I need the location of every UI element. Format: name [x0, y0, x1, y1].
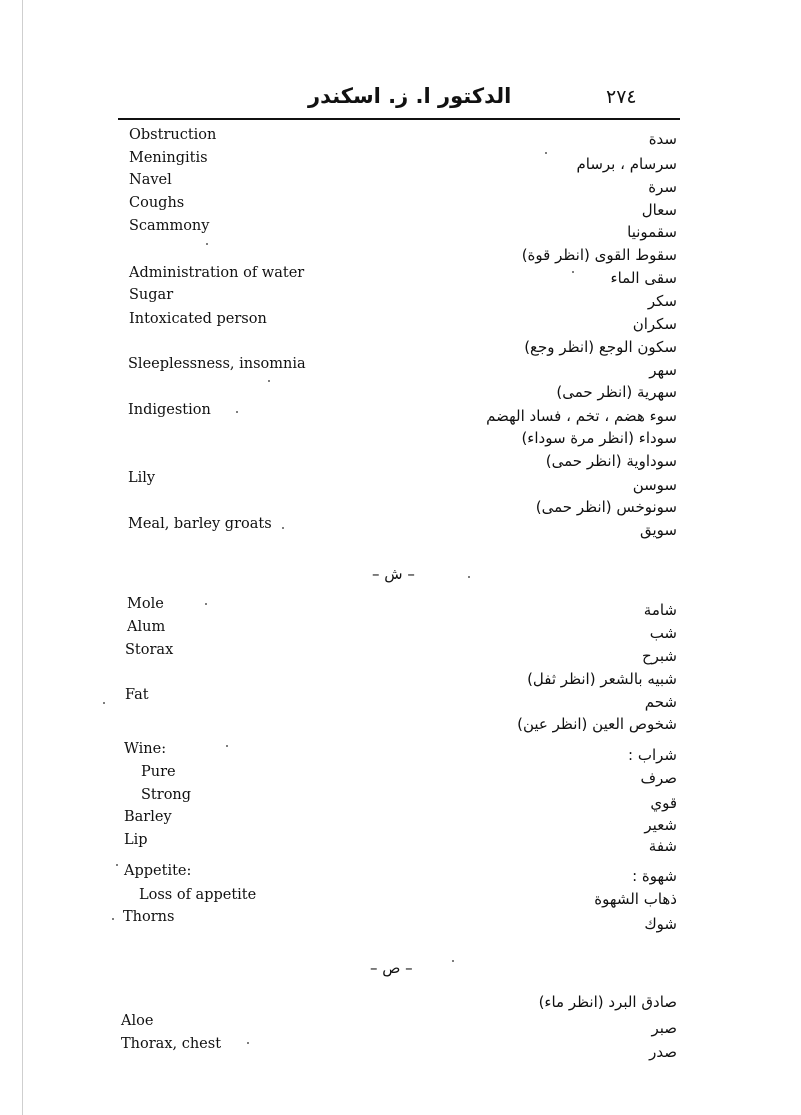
- entry-english: Indigestion: [128, 402, 211, 418]
- scan-speck: [268, 380, 270, 382]
- entry-arabic: صدر: [649, 1043, 677, 1061]
- entry-arabic: سوداء (انظر مرة سوداء): [521, 429, 677, 447]
- scan-speck: [226, 745, 228, 747]
- scan-speck: [572, 271, 574, 273]
- entry-arabic: قوي: [650, 794, 677, 812]
- entry-english: Intoxicated person: [129, 311, 267, 327]
- entry-arabic: سويق: [639, 521, 677, 539]
- entry-english: Barley: [124, 809, 172, 825]
- entry-arabic: سونوخس (انظر حمى): [535, 498, 677, 516]
- entry-arabic: سرسام ، برسام: [576, 155, 677, 173]
- entry-arabic: شوك: [644, 915, 677, 933]
- entry-arabic: شبيه بالشعر (انظر ثفل): [527, 670, 677, 688]
- scan-speck: [452, 960, 454, 962]
- entry-arabic: صبر: [651, 1019, 677, 1037]
- entry-arabic: شخوص العين (انظر عين): [517, 715, 677, 733]
- entry-arabic: شب: [649, 624, 677, 642]
- scan-speck: [545, 152, 547, 154]
- entry-english: Loss of appetite: [139, 887, 257, 903]
- scan-speck: [116, 864, 118, 866]
- entry-arabic: سوداوية (انظر حمى): [545, 452, 677, 470]
- entry-english: Appetite:: [124, 863, 192, 879]
- entry-english: Scammony: [129, 218, 210, 234]
- scan-speck: [247, 1042, 249, 1044]
- entry-english: Administration of water: [129, 265, 305, 281]
- entry-english: Sugar: [129, 287, 174, 303]
- entry-arabic: شحم: [644, 693, 677, 711]
- page-edge-line: [22, 0, 23, 1115]
- entry-arabic: سقمونيا: [627, 223, 677, 241]
- scan-speck: [205, 603, 207, 605]
- entry-english: Obstruction: [129, 127, 217, 143]
- section-letter-sad: – ص –: [370, 959, 413, 977]
- entry-arabic: سوسن: [632, 476, 677, 494]
- entry-arabic: سرة: [648, 178, 677, 196]
- entry-arabic: سكون الوجع (انظر وجع): [524, 338, 677, 356]
- entry-english: Pure: [141, 764, 176, 780]
- scan-speck: [282, 527, 284, 529]
- scan-speck: [206, 243, 208, 245]
- entry-english: Thorax, chest: [121, 1036, 222, 1052]
- entry-arabic: شبرح: [641, 647, 677, 665]
- entry-arabic: سعال: [641, 201, 677, 219]
- entry-arabic: ذهاب الشهوة: [594, 890, 677, 908]
- entry-english: Sleeplessness, insomnia: [128, 356, 306, 372]
- entry-arabic: سهرية (انظر حمى): [556, 383, 677, 401]
- scan-speck: [468, 576, 470, 578]
- running-title: الدكتور ا. ز. اسكندر: [308, 84, 512, 108]
- entry-english: Fat: [125, 687, 149, 703]
- header-rule: [118, 118, 680, 120]
- entry-arabic: سقى الماء: [610, 269, 677, 287]
- entry-english: Meal, barley groats: [128, 516, 272, 532]
- entry-arabic: سكر: [647, 292, 677, 310]
- page-number: ٢٧٤: [606, 86, 637, 108]
- page-header: [120, 84, 680, 120]
- entry-arabic: سدة: [648, 130, 677, 148]
- entry-english: Lily: [128, 470, 156, 486]
- entry-english: Meningitis: [129, 150, 208, 166]
- entry-arabic: صرف: [640, 769, 677, 787]
- entry-english: Strong: [141, 787, 192, 803]
- scan-speck: [112, 918, 114, 920]
- entry-arabic: سهر: [649, 361, 677, 379]
- entry-english: Alum: [127, 619, 166, 635]
- entry-arabic: شعير: [644, 816, 677, 834]
- entry-english: Navel: [129, 172, 172, 188]
- section-letter-shin: – ش –: [372, 565, 415, 583]
- entry-arabic: سكران: [632, 315, 677, 333]
- entry-english: Storax: [125, 642, 174, 658]
- entry-arabic: سوء هضم ، تخم ، فساد الهضم: [486, 407, 677, 425]
- entry-english: Wine:: [124, 741, 167, 757]
- entry-arabic: سقوط القوى (انظر قوة): [521, 246, 677, 264]
- scan-speck: [103, 702, 105, 704]
- entry-arabic: شامة: [643, 601, 677, 619]
- entry-english: Coughs: [129, 195, 185, 211]
- entry-english: Lip: [124, 832, 148, 848]
- entry-arabic: صادق البرد (انظر ماء): [538, 993, 677, 1011]
- entry-english: Mole: [127, 596, 164, 612]
- entry-english: Aloe: [121, 1013, 154, 1029]
- scan-speck: [236, 411, 238, 413]
- entry-arabic: شراب :: [628, 746, 677, 764]
- entry-english: Thorns: [123, 909, 175, 925]
- entry-arabic: شهوة :: [632, 867, 677, 885]
- entry-arabic: شفة: [648, 837, 677, 855]
